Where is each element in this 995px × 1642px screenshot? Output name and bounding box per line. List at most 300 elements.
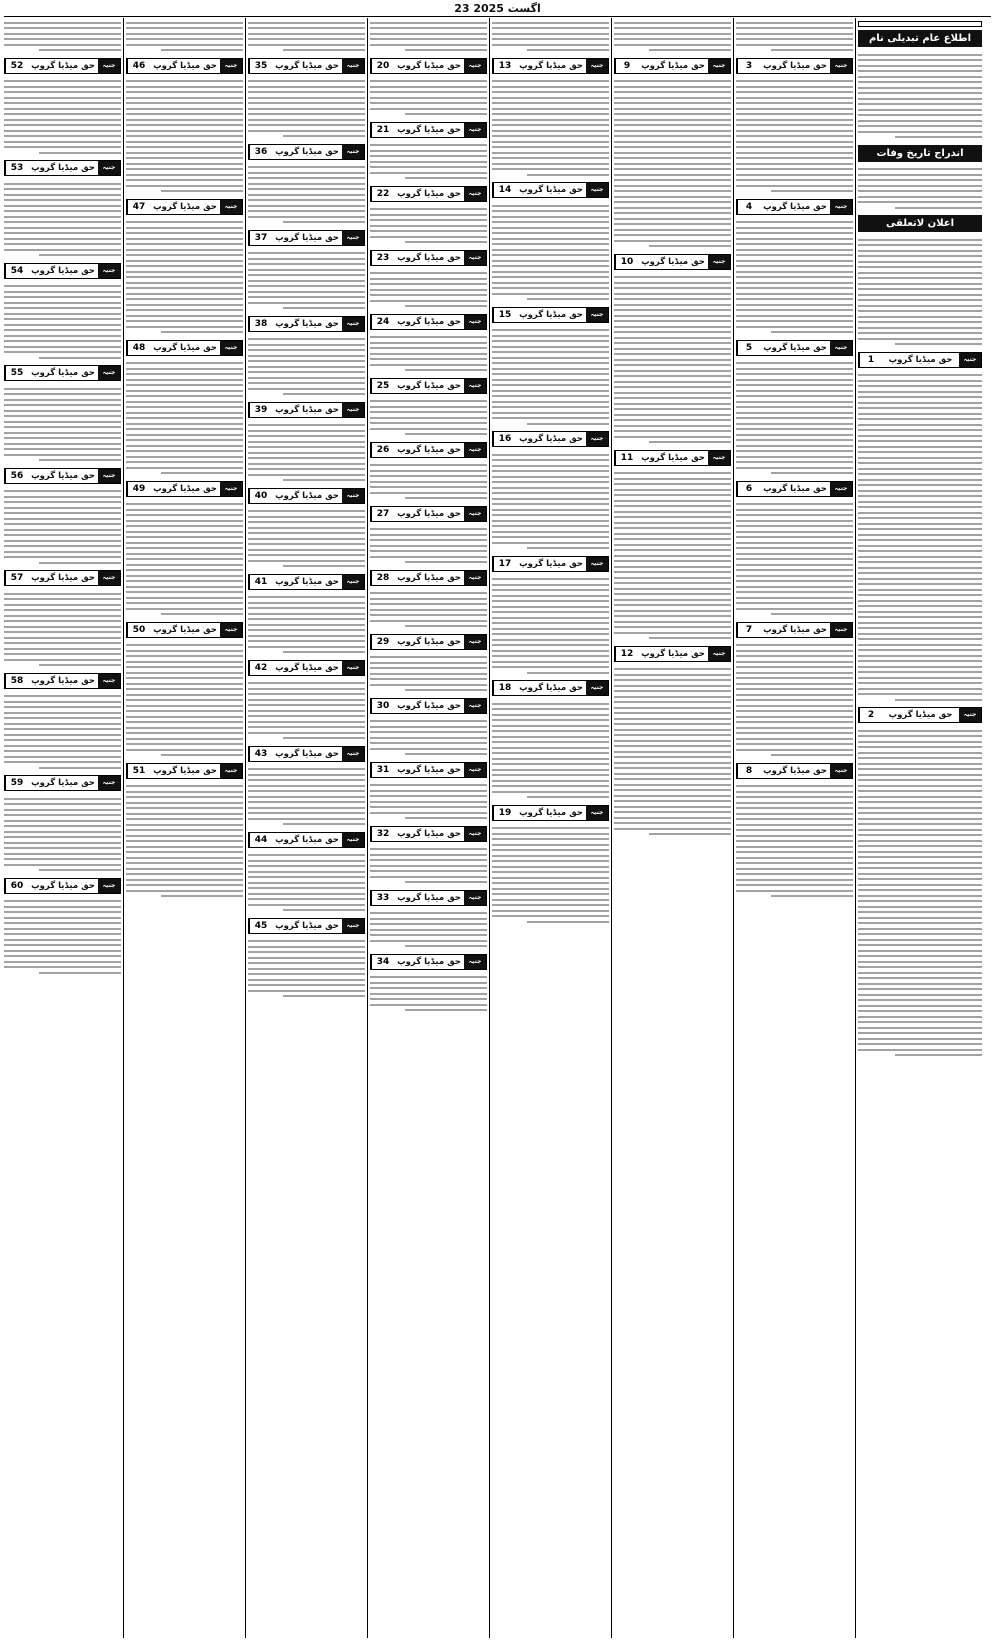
ad-number: 13 — [493, 59, 516, 73]
group-name: حق میڈیا گروپ — [153, 624, 217, 635]
article-text — [614, 273, 731, 447]
group-name: حق میڈیا گروپ — [397, 444, 461, 455]
category-badge: جنیہ — [220, 623, 242, 637]
article-text — [248, 851, 365, 915]
ad-number: 39 — [249, 403, 272, 417]
group-name: حق میڈیا گروپ — [519, 434, 583, 444]
article-text — [370, 781, 487, 823]
category-badge: جنیہ — [342, 575, 364, 589]
ad-number: 32 — [371, 827, 394, 841]
article-text — [248, 77, 365, 141]
ad-number: 14 — [493, 183, 516, 197]
ad-number: 26 — [371, 443, 394, 457]
ad-number: 46 — [127, 59, 150, 73]
ad-number: 5 — [737, 341, 760, 355]
newspaper-column — [2, 18, 124, 1638]
group-name: حق میڈیا گروپ — [153, 60, 217, 71]
classified-header — [126, 340, 243, 356]
issue-date: 23 اگست 2025 — [454, 2, 541, 15]
article-text — [126, 18, 243, 55]
group-name: حق میڈیا گروپ — [275, 318, 339, 329]
category-badge: جنیہ — [830, 200, 852, 214]
ad-number: 18 — [493, 681, 516, 695]
classified-header — [248, 58, 365, 74]
group-name: حق میڈیا گروپ — [153, 765, 217, 776]
ad-number: 21 — [371, 123, 394, 137]
classified-header — [370, 186, 487, 202]
group-name: حق میڈیا گروپ — [397, 636, 461, 647]
article-text — [248, 249, 365, 313]
classified-header — [370, 250, 487, 266]
classified-header — [4, 160, 121, 176]
ad-number: 52 — [5, 59, 28, 73]
notice-title: اطلاع عام تبدیلی نام — [858, 30, 982, 47]
category-badge: جنیہ — [342, 489, 364, 503]
article-text — [492, 201, 609, 304]
article-text — [614, 77, 731, 251]
classified-header — [614, 450, 731, 466]
article-text — [370, 717, 487, 759]
article-text — [492, 699, 609, 802]
group-name: حق میڈیا گروپ — [153, 201, 217, 212]
ad-number: 15 — [493, 308, 516, 322]
group-name: حق میڈیا گروپ — [397, 700, 461, 711]
notice-title: اندراج تاریخ وفات — [858, 145, 982, 162]
article-text — [370, 333, 487, 375]
category-badge: جنیہ — [98, 571, 120, 585]
category-badge: جنیہ — [98, 59, 120, 73]
article-text — [736, 782, 853, 901]
ad-number: 6 — [737, 482, 760, 496]
classified-header — [858, 352, 982, 368]
classified-header — [370, 378, 487, 394]
ad-number: 2 — [859, 708, 882, 722]
classified-header — [492, 680, 609, 696]
article-text — [492, 450, 609, 553]
ad-number: 8 — [737, 764, 760, 778]
classified-header — [248, 832, 365, 848]
article-text — [370, 973, 487, 1015]
ad-number: 45 — [249, 919, 272, 933]
category-badge: جنیہ — [342, 661, 364, 675]
article-text — [4, 282, 121, 363]
category-badge: جنیہ — [98, 366, 120, 380]
article-text — [248, 163, 365, 227]
article-text — [126, 641, 243, 760]
ad-number: 59 — [5, 776, 28, 790]
classified-header — [614, 58, 731, 74]
group-name: حق میڈیا گروپ — [275, 920, 339, 931]
columns-container — [2, 18, 993, 1638]
group-name: حق میڈیا گروپ — [397, 572, 461, 583]
article-text — [858, 371, 982, 705]
notices-column — [856, 18, 984, 1638]
article-text — [858, 50, 982, 142]
ad-number: 42 — [249, 661, 272, 675]
category-badge: جنیہ — [342, 59, 364, 73]
category-badge: جنیہ — [220, 764, 242, 778]
article-text — [614, 18, 731, 55]
article-text — [126, 500, 243, 619]
newspaper-column — [490, 18, 612, 1638]
classified-header — [4, 775, 121, 791]
classified-header — [248, 488, 365, 504]
ad-number: 60 — [5, 879, 28, 893]
classified-header — [4, 58, 121, 74]
ad-number: 7 — [737, 623, 760, 637]
article-text — [370, 18, 487, 55]
article-text — [248, 335, 365, 399]
category-badge: جنیہ — [464, 699, 486, 713]
group-name: حق میڈیا گروپ — [275, 146, 339, 157]
category-badge: جنیہ — [220, 341, 242, 355]
ad-number: 34 — [371, 955, 394, 969]
classified-header — [248, 316, 365, 332]
group-name: حق میڈیا گروپ — [31, 470, 95, 481]
ad-number: 58 — [5, 674, 28, 688]
category-badge: جنیہ — [830, 59, 852, 73]
classified-header — [736, 622, 853, 638]
category-badge: جنیہ — [830, 482, 852, 496]
group-name: حق میڈیا گروپ — [275, 60, 339, 71]
group-name: حق میڈیا گروپ — [763, 624, 827, 635]
group-name: حق میڈیا گروپ — [641, 452, 705, 463]
article-text — [614, 469, 731, 643]
article-text — [248, 765, 365, 829]
category-badge: جنیہ — [342, 231, 364, 245]
classified-header — [736, 340, 853, 356]
group-name: حق میڈیا گروپ — [397, 316, 461, 327]
ad-number: 51 — [127, 764, 150, 778]
category-badge: جنیہ — [586, 681, 608, 695]
category-badge: جنیہ — [708, 647, 730, 661]
article-text — [4, 179, 121, 260]
ad-number: 50 — [127, 623, 150, 637]
group-name: حق میڈیا گروپ — [519, 185, 583, 195]
classified-header — [126, 622, 243, 638]
classified-header — [370, 634, 487, 650]
article-text — [736, 18, 853, 55]
category-badge: جنیہ — [464, 955, 486, 969]
category-badge: جنیہ — [464, 187, 486, 201]
category-badge: جنیہ — [959, 708, 981, 722]
ad-number: 53 — [5, 161, 28, 175]
group-name: حق میڈیا گروپ — [275, 576, 339, 587]
category-badge: جنیہ — [708, 451, 730, 465]
group-name: حق میڈیا گروپ — [275, 834, 339, 845]
ad-number: 48 — [127, 341, 150, 355]
category-badge: جنیہ — [586, 183, 608, 197]
category-badge: جنیہ — [586, 557, 608, 571]
group-name: حق میڈیا گروپ — [519, 60, 583, 71]
article-text — [492, 18, 609, 55]
category-badge: جنیہ — [464, 891, 486, 905]
group-name: حق میڈیا گروپ — [763, 483, 827, 494]
article-text — [858, 726, 982, 1060]
classified-header — [736, 199, 853, 215]
group-name: حق میڈیا گروپ — [31, 60, 95, 71]
group-name: حق میڈیا گروپ — [397, 188, 461, 199]
ad-number: 16 — [493, 432, 516, 446]
ad-number: 28 — [371, 571, 394, 585]
ad-number: 40 — [249, 489, 272, 503]
classified-header — [370, 954, 487, 970]
group-name: حق میڈیا گروپ — [397, 956, 461, 967]
classified-header — [370, 442, 487, 458]
public-notice-box — [858, 21, 982, 27]
article-text — [736, 359, 853, 478]
classified-header — [370, 890, 487, 906]
article-text — [126, 218, 243, 337]
ad-number: 33 — [371, 891, 394, 905]
ad-number: 1 — [859, 353, 882, 367]
group-name: حق میڈیا گروپ — [397, 60, 461, 71]
group-name: حق میڈیا گروپ — [275, 404, 339, 415]
ad-number: 54 — [5, 264, 28, 278]
ad-number: 43 — [249, 747, 272, 761]
ad-number: 22 — [371, 187, 394, 201]
group-name: حق میڈیا گروپ — [153, 342, 217, 353]
article-text — [736, 218, 853, 337]
category-badge: جنیہ — [464, 635, 486, 649]
category-badge: جنیہ — [98, 469, 120, 483]
ad-number: 31 — [371, 763, 394, 777]
article-text — [4, 692, 121, 773]
ad-number: 17 — [493, 557, 516, 571]
ad-number: 56 — [5, 469, 28, 483]
classified-header — [736, 481, 853, 497]
classified-header — [736, 763, 853, 779]
ad-number: 38 — [249, 317, 272, 331]
category-badge: جنیہ — [586, 308, 608, 322]
category-badge: جنیہ — [959, 353, 981, 367]
classified-header — [4, 878, 121, 894]
article-text — [126, 782, 243, 901]
classified-header — [858, 707, 982, 723]
group-name: حق میڈیا گروپ — [397, 124, 461, 135]
group-name: حق میڈیا گروپ — [519, 558, 583, 569]
classified-header — [370, 506, 487, 522]
category-badge: جنیہ — [830, 623, 852, 637]
classified-header — [370, 826, 487, 842]
article-text — [4, 18, 121, 55]
classified-header — [4, 570, 121, 586]
classified-header — [492, 805, 609, 821]
article-text — [370, 141, 487, 183]
ad-number: 29 — [371, 635, 394, 649]
classified-header — [370, 570, 487, 586]
category-badge: جنیہ — [342, 145, 364, 159]
group-name: حق میڈیا گروپ — [275, 748, 339, 759]
article-text — [4, 77, 121, 158]
group-name: حق میڈیا گروپ — [31, 778, 95, 788]
category-badge: جنیہ — [98, 264, 120, 278]
category-badge: جنیہ — [464, 251, 486, 265]
article-text — [492, 575, 609, 678]
classified-header — [736, 58, 853, 74]
classified-header — [248, 230, 365, 246]
group-name: حق میڈیا گروپ — [397, 252, 461, 263]
group-name: حق میڈیا گروپ — [397, 764, 461, 775]
ad-number: 24 — [371, 315, 394, 329]
group-name: حق میڈیا گروپ — [519, 807, 583, 818]
classified-header — [126, 763, 243, 779]
classified-header — [614, 646, 731, 662]
ad-number: 4 — [737, 200, 760, 214]
ad-number: 37 — [249, 231, 272, 245]
article-text — [370, 461, 487, 503]
classified-header — [370, 762, 487, 778]
article-text — [492, 824, 609, 927]
category-badge: جنیہ — [342, 747, 364, 761]
category-badge: جنیہ — [98, 776, 120, 790]
article-text — [4, 794, 121, 875]
ad-number: 12 — [615, 647, 638, 661]
group-name: حق میڈیا گروپ — [31, 573, 95, 583]
group-name: حق میڈیا گروپ — [888, 710, 953, 720]
classified-header — [4, 673, 121, 689]
ad-number: 19 — [493, 806, 516, 820]
classified-header — [126, 481, 243, 497]
article-text — [4, 384, 121, 465]
newspaper-column — [246, 18, 368, 1638]
category-badge: جنیہ — [464, 763, 486, 777]
group-name: حق میڈیا گروپ — [275, 232, 339, 243]
newspaper-column — [612, 18, 734, 1638]
category-badge: جنیہ — [342, 317, 364, 331]
classified-header — [492, 182, 609, 198]
classified-header — [370, 122, 487, 138]
category-badge: جنیہ — [830, 341, 852, 355]
category-badge: جنیہ — [464, 507, 486, 521]
article-text — [614, 665, 731, 839]
article-text — [370, 845, 487, 887]
article-text — [370, 397, 487, 439]
article-text — [370, 653, 487, 695]
group-name: حق میڈیا گروپ — [397, 892, 461, 903]
article-text — [248, 937, 365, 1001]
category-badge: جنیہ — [464, 571, 486, 585]
classified-header — [370, 314, 487, 330]
group-name: حق میڈیا گروپ — [31, 368, 95, 378]
classified-header — [614, 254, 731, 270]
newspaper-column — [734, 18, 856, 1638]
article-text — [370, 589, 487, 631]
classified-header — [248, 660, 365, 676]
article-text — [248, 507, 365, 571]
classified-header — [370, 698, 487, 714]
article-text — [736, 641, 853, 760]
group-name: حق میڈیا گروپ — [275, 490, 339, 501]
article-text — [370, 205, 487, 247]
category-badge: جنیہ — [98, 161, 120, 175]
category-badge: جنیہ — [220, 59, 242, 73]
group-name: حق میڈیا گروپ — [519, 309, 583, 320]
article-text — [248, 18, 365, 55]
article-text — [4, 897, 121, 978]
ad-number: 20 — [371, 59, 394, 73]
category-badge: جنیہ — [464, 59, 486, 73]
classified-header — [126, 199, 243, 215]
notice-title: اعلان لاتعلقی — [858, 215, 982, 232]
article-text — [736, 500, 853, 619]
ad-number: 41 — [249, 575, 272, 589]
classified-header — [4, 365, 121, 381]
article-text — [248, 421, 365, 485]
group-name: حق میڈیا گروپ — [153, 483, 217, 494]
article-text — [370, 909, 487, 951]
article-text — [492, 326, 609, 429]
ad-number: 30 — [371, 699, 394, 713]
group-name: حق میڈیا گروپ — [888, 354, 953, 365]
group-name: حق میڈیا گروپ — [31, 675, 95, 686]
ad-number: 49 — [127, 482, 150, 496]
classified-header — [248, 746, 365, 762]
category-badge: جنیہ — [708, 255, 730, 269]
ad-number: 27 — [371, 507, 394, 521]
group-name: حق میڈیا گروپ — [31, 265, 95, 276]
article-text — [126, 77, 243, 196]
group-name: حق میڈیا گروپ — [31, 880, 95, 891]
ad-number: 35 — [249, 59, 272, 73]
ad-number: 9 — [615, 59, 638, 73]
classified-header — [492, 307, 609, 323]
classified-header — [370, 58, 487, 74]
category-badge: جنیہ — [586, 806, 608, 820]
classified-header — [492, 431, 609, 447]
category-badge: جنیہ — [464, 379, 486, 393]
category-badge: جنیہ — [464, 315, 486, 329]
category-badge: جنیہ — [220, 200, 242, 214]
category-badge: جنیہ — [464, 123, 486, 137]
group-name: حق میڈیا گروپ — [763, 60, 827, 71]
article-text — [370, 525, 487, 567]
category-badge: جنیہ — [98, 674, 120, 688]
group-name: حق میڈیا گروپ — [641, 648, 705, 659]
group-name: حق میڈیا گروپ — [763, 342, 827, 353]
classified-header — [248, 402, 365, 418]
article-text — [4, 589, 121, 670]
article-text — [858, 165, 982, 213]
category-badge: جنیہ — [464, 827, 486, 841]
group-name: حق میڈیا گروپ — [397, 380, 461, 391]
group-name: حق میڈیا گروپ — [397, 508, 461, 519]
category-badge: جنیہ — [708, 59, 730, 73]
ad-number: 10 — [615, 255, 638, 269]
classified-header — [4, 263, 121, 279]
ad-number: 23 — [371, 251, 394, 265]
category-badge: جنیہ — [342, 403, 364, 417]
group-name: حق میڈیا گروپ — [641, 60, 705, 71]
group-name: حق میڈیا گروپ — [763, 201, 827, 212]
group-name: حق میڈیا گروپ — [275, 662, 339, 673]
category-badge: جنیہ — [220, 482, 242, 496]
classified-header — [248, 574, 365, 590]
classified-header — [4, 468, 121, 484]
ad-number: 25 — [371, 379, 394, 393]
article-text — [370, 77, 487, 119]
category-badge: جنیہ — [586, 59, 608, 73]
category-badge: جنیہ — [586, 432, 608, 446]
article-text — [4, 487, 121, 568]
classified-header — [248, 144, 365, 160]
group-name: حق میڈیا گروپ — [641, 256, 705, 267]
classified-header — [492, 556, 609, 572]
article-text — [370, 269, 487, 311]
newspaper-column — [368, 18, 490, 1638]
group-name: حق میڈیا گروپ — [763, 765, 827, 776]
article-text — [126, 359, 243, 478]
